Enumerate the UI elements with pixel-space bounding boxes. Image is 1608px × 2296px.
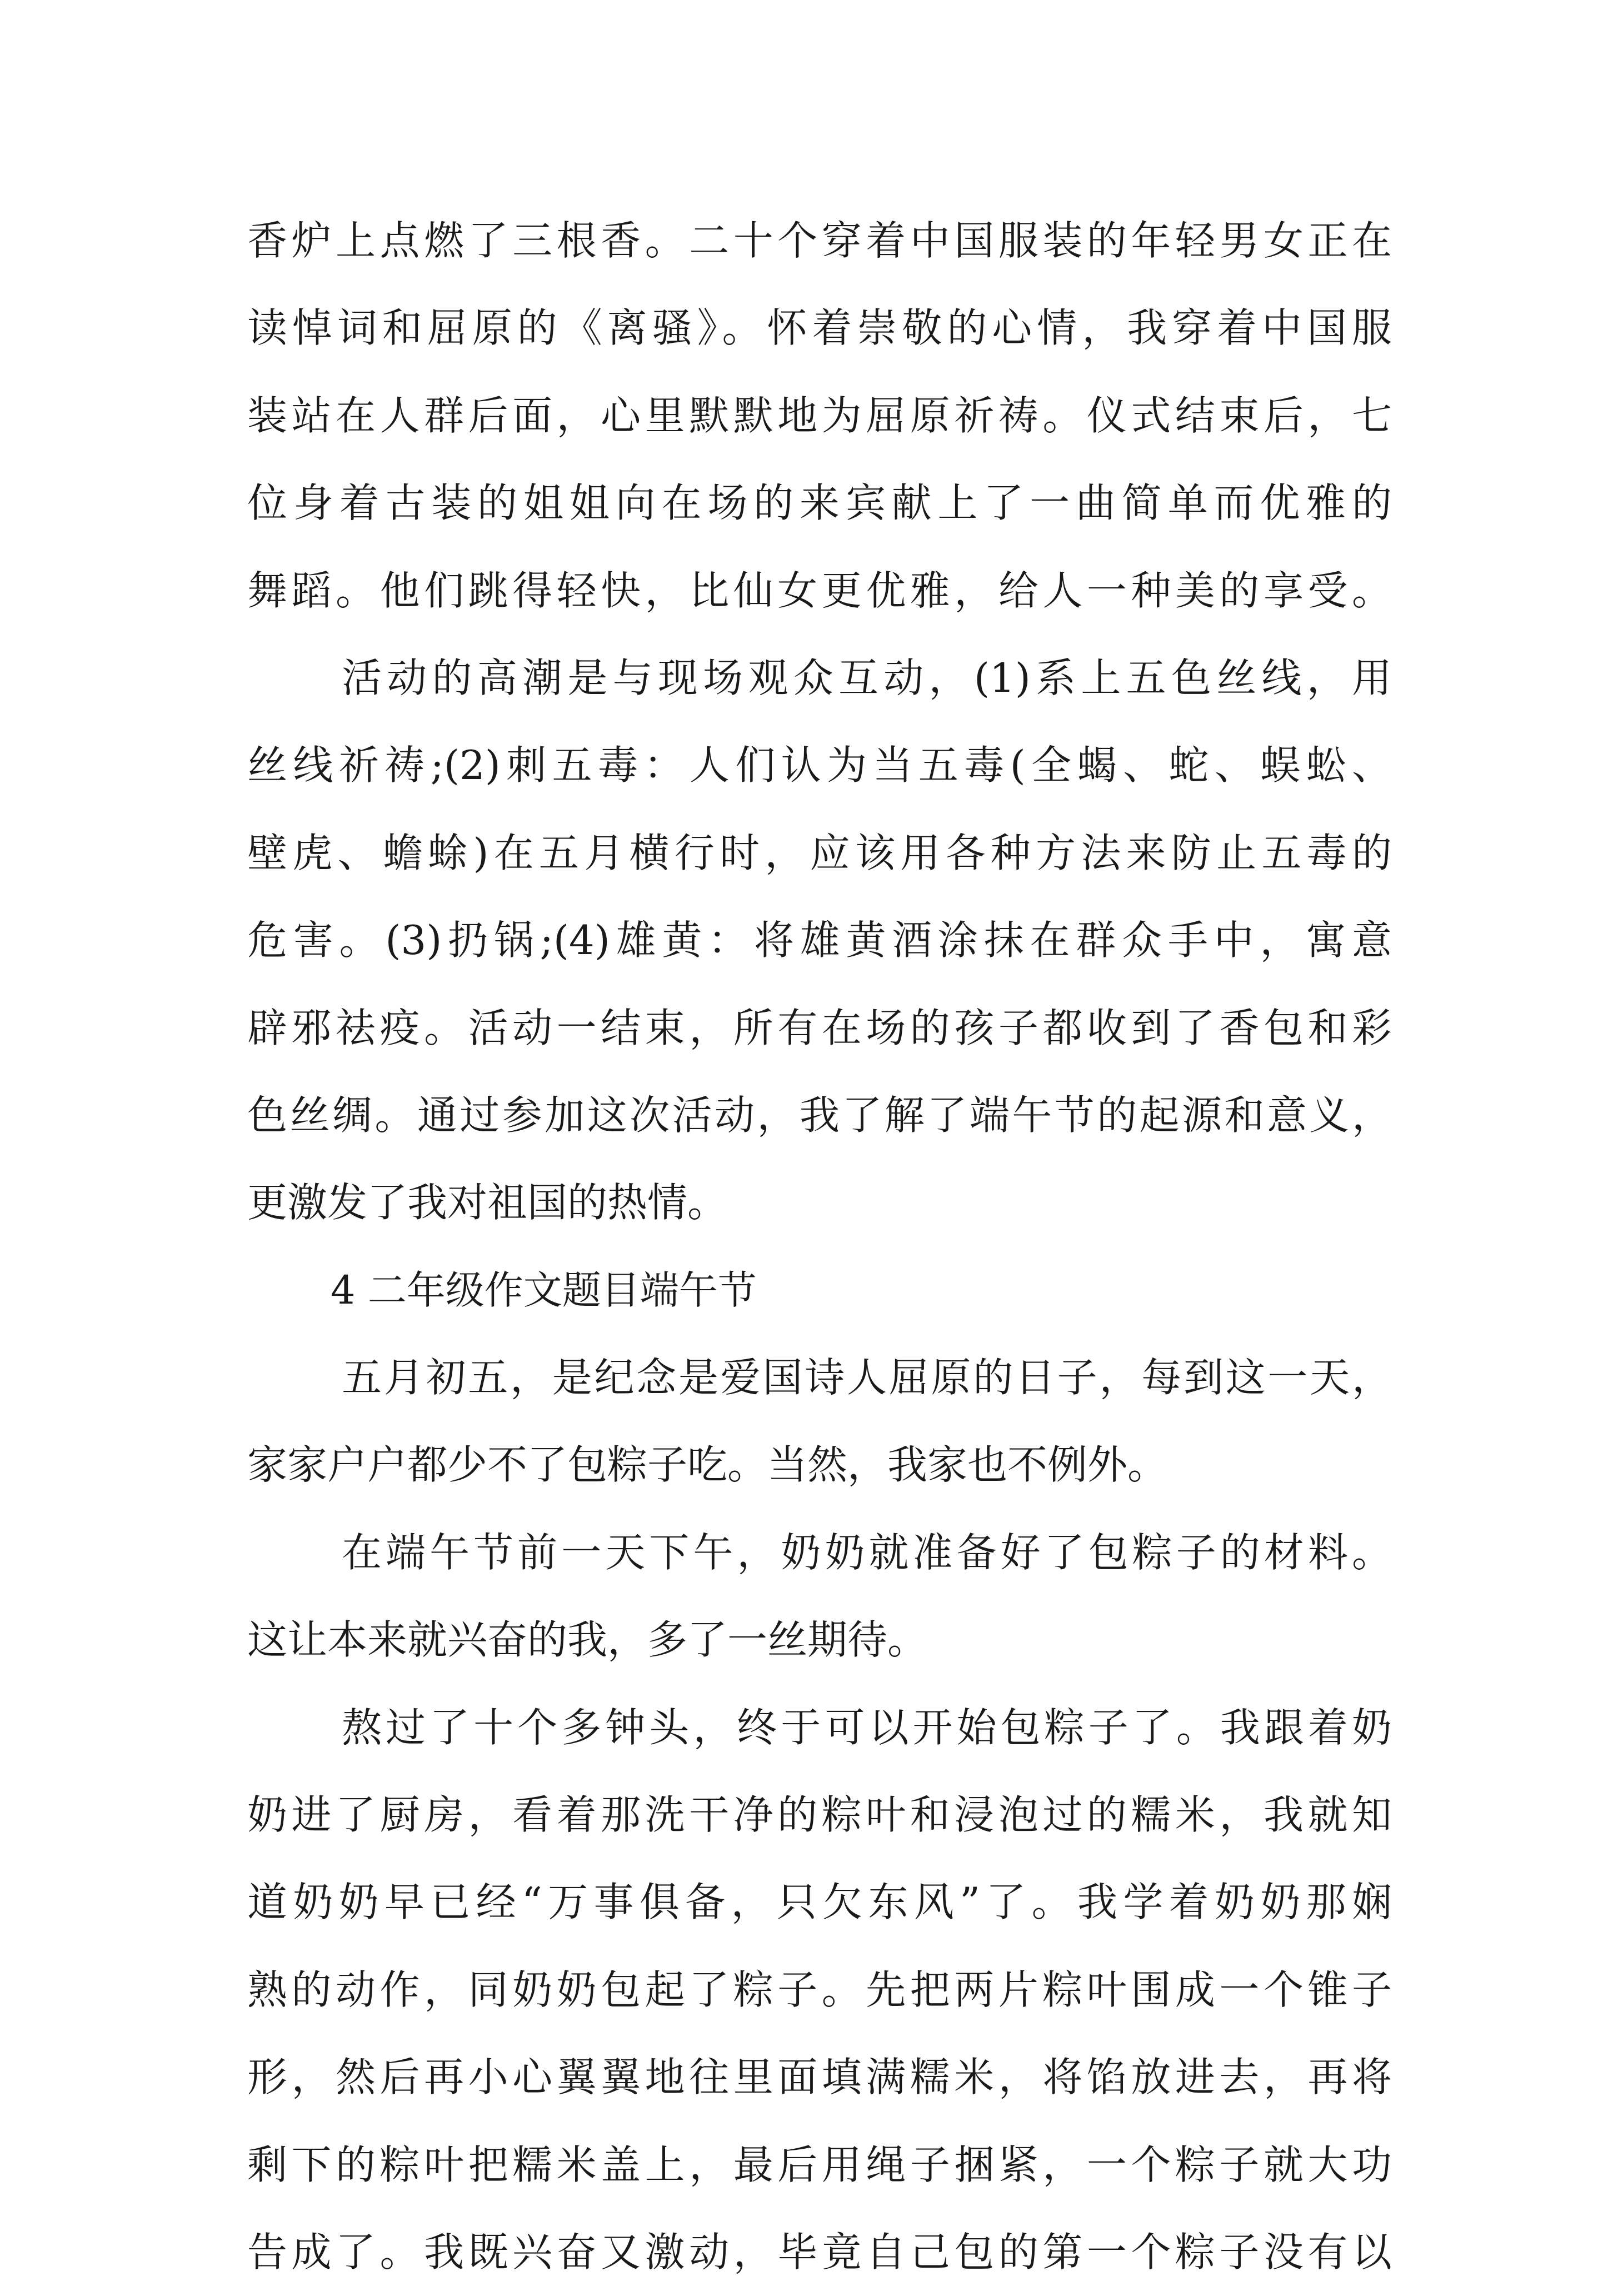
section-heading: 4 二年级作文题目端午节 [331, 1267, 757, 1313]
body-text [247, 197, 1392, 2296]
text-line: 剩下的粽叶把糯米盖上，最后用绳子捆紧，一个粽子就大功 [247, 2141, 1392, 2188]
text-line: 家家户户都少不了包粽子吃。当然，我家也不例外。 [247, 1441, 1168, 1489]
text-line: 更激发了我对祖国的热情。 [247, 1179, 728, 1226]
text-line: 危害。(3)扔锅;(4)雄黄：将雄黄酒涂抹在群众手中，寓意 [247, 917, 1392, 964]
text-line: 香炉上点燃了三根香。二十个穿着中国服装的年轻男女正在 [247, 217, 1392, 264]
text-line: 五月初五，是纪念是爱国诗人屈原的日子，每到这一天， [342, 1354, 1392, 1401]
text-line: 形，然后再小心翼翼地往里面填满糯米，将馅放进去，再将 [247, 2054, 1392, 2101]
text-line: 舞蹈。他们跳得轻快，比仙女更优雅，给人一种美的享受。 [247, 567, 1392, 614]
text-line: 告成了。我既兴奋又激动，毕竟自己包的第一个粽子没有以 [247, 2228, 1392, 2275]
text-line: 丝线祈祷;(2)刺五毒：人们认为当五毒(全蝎、蛇、蜈蚣、 [247, 742, 1392, 789]
text-line: 壁虎、蟾蜍)在五月横行时，应该用各种方法来防止五毒的 [247, 829, 1392, 876]
text-line: 这让本来就兴奋的我，多了一丝期待。 [247, 1616, 928, 1664]
text-line: 色丝绸。通过参加这次活动，我了解了端午节的起源和意义， [247, 1091, 1392, 1139]
text-line: 熟的动作，同奶奶包起了粽子。先把两片粽叶围成一个锥子 [247, 1966, 1392, 2013]
text-line: 装站在人群后面，心里默默地为屈原祈祷。仪式结束后，七 [247, 392, 1392, 439]
text-line: 位身着古装的姐姐向在场的来宾献上了一曲简单而优雅的 [247, 480, 1392, 527]
text-line: 辟邪祛疫。活动一结束，所有在场的孩子都收到了香包和彩 [247, 1004, 1392, 1051]
text-line: 读悼词和屈原的《离骚》。怀着崇敬的心情，我穿着中国服 [247, 305, 1392, 352]
text-line: 熬过了十个多钟头，终于可以开始包粽子了。我跟着奶 [342, 1704, 1392, 1751]
text-line: 在端午节前一天下午，奶奶就准备好了包粽子的材料。 [342, 1529, 1392, 1576]
text-line: 活动的高潮是与现场观众互动，(1)系上五色丝线，用 [342, 654, 1392, 701]
text-line: 道奶奶早已经“万事俱备，只欠东风”了。我学着奶奶那娴 [247, 1879, 1392, 1926]
text-line: 奶进了厨房，看着那洗干净的粽叶和浸泡过的糯米，我就知 [247, 1791, 1392, 1839]
